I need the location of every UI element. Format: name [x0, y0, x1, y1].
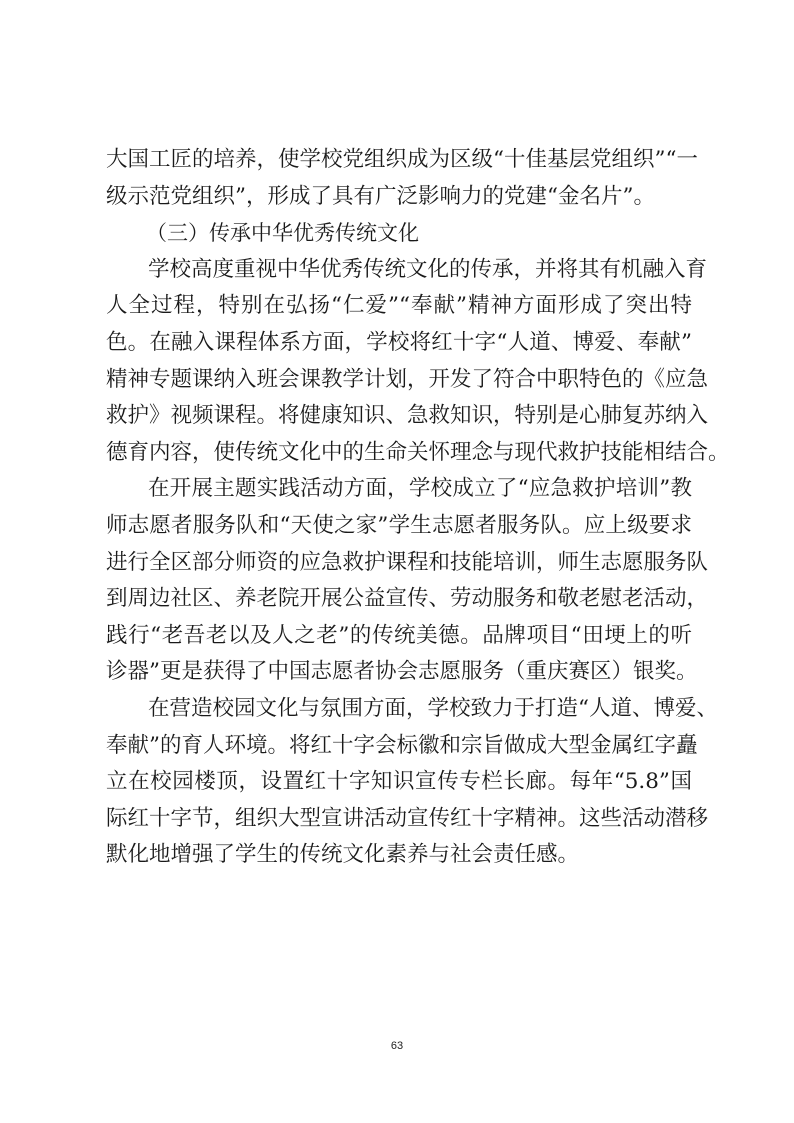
text-line: 诊器”更是获得了中国志愿者协会志愿服务（重庆赛区）银奖。 [106, 659, 698, 685]
text-line: 默化地增强了学生的传统文化素养与社会责任感。 [106, 842, 580, 868]
paragraph [106, 471, 709, 691]
paragraph [106, 252, 730, 472]
section-heading [106, 215, 692, 252]
section-heading-text: （三）传承中华优秀传统文化 [146, 221, 419, 246]
paragraph [106, 691, 718, 874]
text-line: 学校高度重视中华优秀传统文化的传承，并将其有机融入育 [148, 256, 708, 282]
text-line: 人全过程，特别在弘扬“仁爱”“奉献”精神方面形成了突出特 [106, 293, 692, 319]
text-line: 德育内容，使传统文化中的生命关怀理念与现代救护技能相结合。 [106, 439, 730, 465]
text-line: 救护》视频课程。将健康知识、急救知识，特别是心肺复苏纳入 [106, 403, 709, 429]
text-line: 在开展主题实践活动方面，学校成立了“应急救护培训”教 [148, 476, 692, 502]
text-line: 精神专题课纳入班会课教学计划，开发了符合中职特色的《应急 [106, 366, 709, 392]
text-line: 进行全区部分师资的应急救护课程和技能培训，师生志愿服务队 [106, 549, 709, 575]
text-line: 大国工匠的培养，使学校党组织成为区级“十佳基层党组织”“一 [106, 147, 698, 172]
page-number: 63 [390, 1040, 404, 1052]
text-line: 奉献”的育人环境。将红十字会标徽和宗旨做成大型金属红字矗 [106, 732, 698, 758]
text-line: 践行“老吾老以及人之老”的传统美德。品牌项目“田埂上的听 [106, 622, 692, 648]
text-line: 际红十字节，组织大型宣讲活动宣传红十字精神。这些活动潜移 [106, 805, 709, 831]
text-line: 在营造校园文化与氛围方面，学校致力于打造“人道、博爱、 [148, 695, 718, 721]
text-line: 到周边社区、养老院开展公益宣传、劳动服务和敬老慰老活动， [106, 586, 709, 612]
paragraph [106, 142, 698, 215]
text-line: 立在校园楼顶，设置红十字知识宣传专栏长廊。每年“5.8”国 [106, 769, 692, 795]
text-line: 级示范党组织”，形成了具有广泛影响力的党建“金名片”。 [106, 183, 655, 209]
text-line: 师志愿者服务队和“天使之家”学生志愿者服务队。应上级要求 [106, 512, 692, 538]
text-line: 色。在融入课程体系方面，学校将红十字“人道、博爱、奉献” [106, 329, 692, 355]
document-body [106, 142, 730, 874]
